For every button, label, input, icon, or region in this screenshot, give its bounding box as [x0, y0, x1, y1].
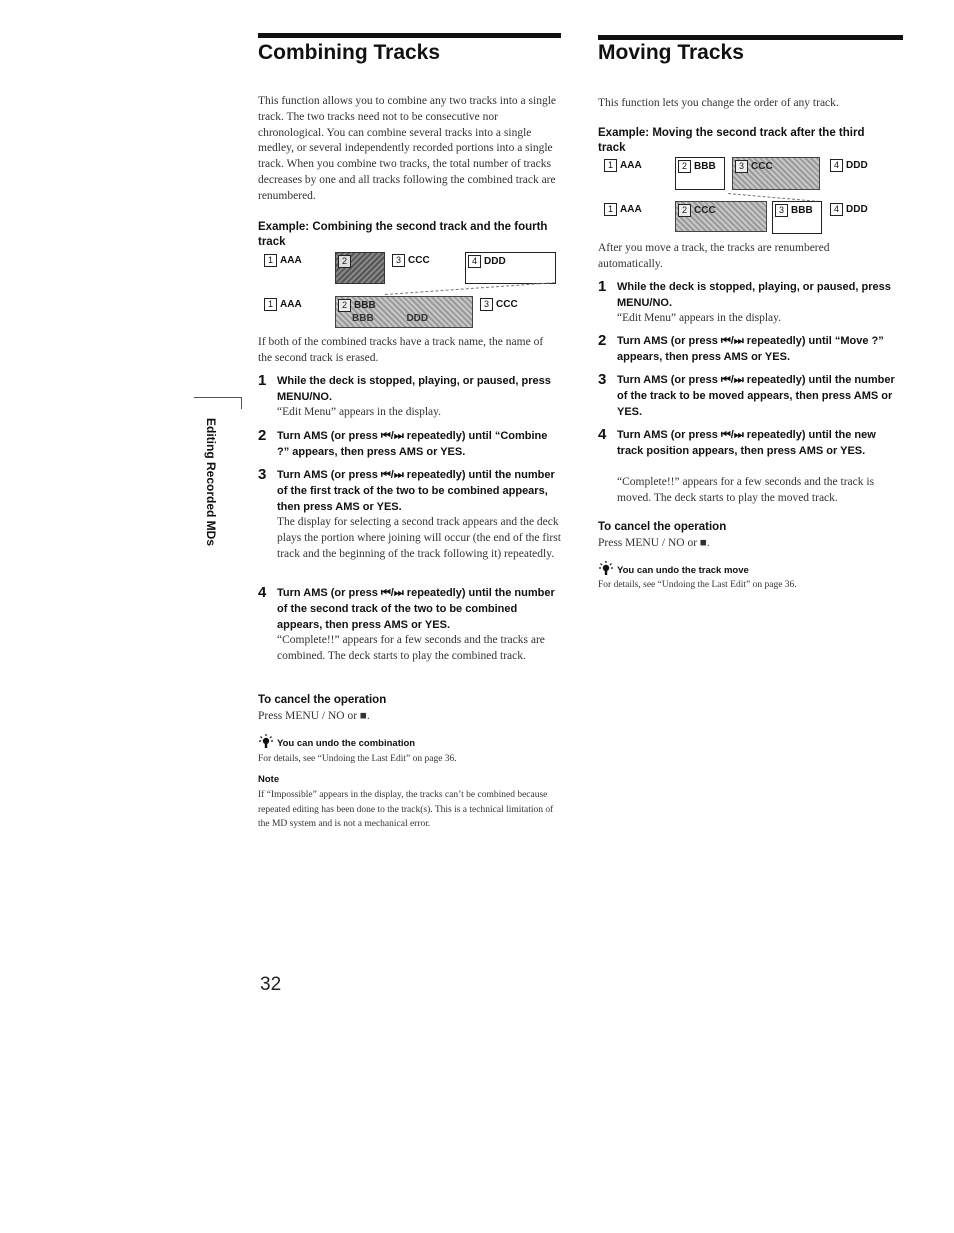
track-number: 4 — [830, 159, 843, 172]
track-number: 1 — [264, 254, 277, 267]
left-d1-track-2 — [335, 252, 385, 284]
right-d2-track-3 — [772, 201, 822, 234]
lightbulb-icon — [258, 733, 274, 749]
right-d2-track-4 — [830, 203, 868, 216]
step-number: 1 — [258, 372, 267, 389]
step-text: Turn AMS (or press ⏮/⏭ repeatedly) until the number of the track to be moved appears, then press AMS or YES. — [617, 374, 895, 418]
track-number: 1 — [264, 298, 277, 311]
left-d1-track-3 — [392, 254, 430, 267]
step-text: Turn AMS (or press ⏮/⏭ repeatedly) until “Move ?” appears, then press AMS or YES. — [617, 335, 884, 363]
step-note: “Edit Menu” appears in the display. — [277, 406, 442, 418]
track-number: 1 — [604, 159, 617, 172]
right-d1-track-4 — [830, 159, 868, 172]
left-hint-title: You can undo the combination — [277, 738, 416, 749]
step-number: 2 — [598, 332, 607, 349]
right-hint-text: For details, see “Undoing the Last Edit” on page 36. — [598, 580, 797, 590]
left-d2-track-3 — [480, 298, 518, 311]
track-number: 4 — [830, 203, 843, 216]
track-label: BBB — [791, 205, 813, 216]
step-number: 2 — [258, 427, 267, 444]
left-intro: This function allows you to combine any two tracks into a single track. The two tracks need not to be consecutive nor chronological. You can combine several tracks into a single medley, or several independently recorded portions into a single track. When you combine two tracks, the total number of tracks decreases by one and all tracks following the combined track are renumbered. — [258, 95, 556, 202]
left-section-title: Combining Tracks — [258, 41, 441, 64]
combined-lower-labels — [352, 313, 428, 324]
track-number: 3 — [392, 254, 405, 267]
step-text: Turn AMS (or press ⏮/⏭ repeatedly) until the number of the first track of the two to be combined appears, then press AMS or YES. — [277, 469, 555, 513]
left-hint-text: For details, see “Undoing the Last Edit” on page 36. — [258, 754, 457, 764]
right-d1-track-3 — [732, 157, 820, 190]
step-note: “Complete!!” appears for a few seconds and the tracks are combined. The deck starts to play the combined track. — [277, 634, 545, 662]
step-text: Turn AMS (or press ⏮/⏭ repeatedly) until the new track position appears, then press AMS or YES. — [617, 429, 876, 457]
track-label: BBB — [694, 161, 716, 172]
right-cancel-heading: To cancel the operation — [598, 521, 727, 533]
track-label: DDD — [484, 256, 506, 267]
left-d1-track-4 — [465, 252, 556, 284]
step-number: 3 — [598, 371, 607, 388]
track-label: DDD — [846, 204, 868, 215]
right-d1-track-1 — [604, 159, 642, 172]
left-title-rule — [258, 33, 561, 38]
track-number: 3 — [775, 204, 788, 217]
left-d1-track-1 — [264, 254, 302, 267]
track-label: CCC — [408, 255, 430, 266]
step-number: 1 — [598, 278, 607, 295]
left-example-heading: Example: Combining the second track and the fourth track — [258, 221, 548, 248]
track-number: 2 — [338, 299, 351, 312]
step-number: 4 — [598, 426, 607, 443]
left-cancel-heading: To cancel the operation — [258, 694, 387, 706]
track-number: 2 — [678, 204, 691, 217]
track-label: CCC — [496, 299, 518, 310]
step-number: 4 — [258, 584, 267, 601]
left-diagram-dash — [385, 282, 555, 295]
right-hint-title: You can undo the track move — [617, 565, 749, 576]
track-number: 1 — [604, 203, 617, 216]
left-diagram-note: If both of the combined tracks have a track name, the name of the second track is erased. — [258, 336, 544, 364]
left-note-heading: Note — [258, 774, 280, 785]
left-d2-combined-track — [335, 296, 473, 328]
side-tab-label: Editing Recorded MDs — [204, 418, 218, 547]
track-number: 2 — [678, 160, 691, 173]
track-number: 2 — [338, 255, 351, 268]
left-cancel-text: Press MENU / NO or ■. — [258, 710, 370, 722]
step-note: “Edit Menu” appears in the display. — [617, 312, 782, 324]
left-d2-track-1 — [264, 298, 302, 311]
track-number: 3 — [480, 298, 493, 311]
left-note-text: If “Impossible” appears in the display, the tracks can’t be combined because repeated editing has been done to the track(s). This is a technical limitation of the MD system and is not a mechanical error. — [258, 790, 554, 829]
step-note: The display for selecting a second track appears and the deck plays the portion where joining will occur (the end of the first track and the beginning of the track following it) repeatedly. — [277, 516, 561, 560]
track-label: DDD — [846, 160, 868, 171]
side-tab — [204, 418, 224, 558]
right-title-rule — [598, 35, 903, 40]
right-d1-track-2 — [675, 157, 725, 190]
track-label: AAA — [620, 204, 642, 215]
right-d2-track-1 — [604, 203, 642, 216]
side-tab-line — [194, 397, 242, 409]
step-text: While the deck is stopped, playing, or paused, press MENU/NO. — [277, 375, 551, 403]
step-number: 3 — [258, 466, 267, 483]
step-text: While the deck is stopped, playing, or paused, press MENU/NO. — [617, 281, 891, 309]
track-label: BBB — [354, 300, 376, 311]
track-label: BBB — [352, 313, 374, 324]
page-number: 32 — [260, 974, 282, 995]
right-section-title: Moving Tracks — [598, 41, 744, 64]
right-d2-track-2 — [675, 201, 767, 232]
right-diagram-note: After you move a track, the tracks are renumbered automatically. — [598, 242, 830, 270]
track-label: CCC — [751, 161, 773, 172]
lightbulb-icon — [598, 560, 614, 576]
right-example-heading: Example: Moving the second track after the third track — [598, 127, 865, 154]
right-intro: This function lets you change the order of any track. — [598, 97, 839, 109]
step-text: Turn AMS (or press ⏮/⏭ repeatedly) until the number of the second track of the two to be combined appears, then press AMS or YES. — [277, 587, 555, 631]
track-label: AAA — [620, 160, 642, 171]
track-label: CCC — [694, 205, 716, 216]
step-text: Turn AMS (or press ⏮/⏭ repeatedly) until “Combine ?” appears, then press AMS or YES. — [277, 430, 548, 458]
track-label: AAA — [280, 255, 302, 266]
track-label: AAA — [280, 299, 302, 310]
track-number: 4 — [468, 255, 481, 268]
right-cancel-text: Press MENU / NO or ■. — [598, 537, 710, 549]
step-note: “Complete!!” appears for a few seconds and the track is moved. The deck starts to play the moved track. — [617, 476, 875, 504]
track-number: 3 — [735, 160, 748, 173]
track-label: DDD — [406, 313, 429, 324]
